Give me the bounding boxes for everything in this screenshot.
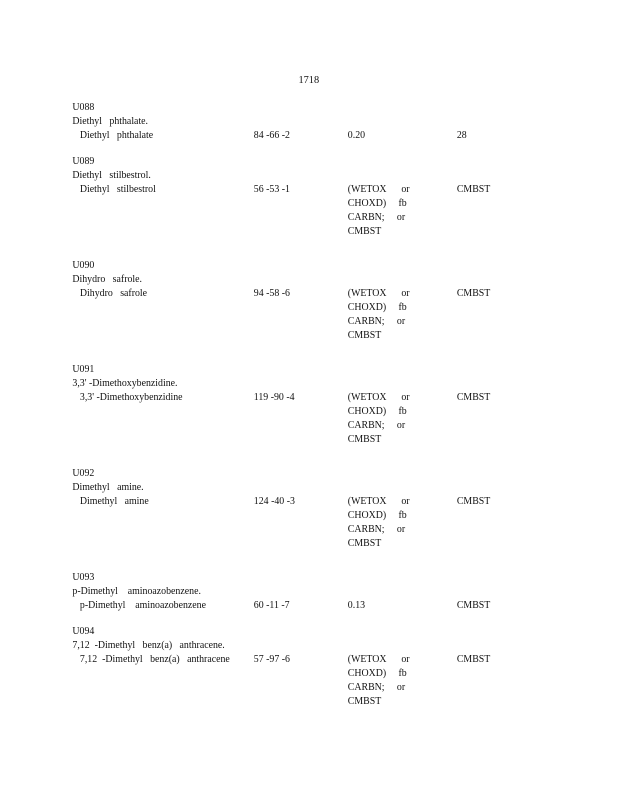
wastewater-standard-line: CHOXD) fb <box>347 198 407 209</box>
waste-title: Dihydro safrole. <box>72 274 143 285</box>
wastewater-standard: 0.13 <box>347 600 366 611</box>
nonwastewater-standard: CMBST <box>456 392 491 403</box>
wastewater-standard: (WETOX or <box>347 392 410 403</box>
wastewater-standard-line: CHOXD) fb <box>347 406 407 417</box>
waste-title: Diethyl phthalate. <box>72 116 149 127</box>
cas-number: 60 -11 -7 <box>253 600 290 611</box>
waste-code: U089 <box>72 156 95 167</box>
constituent-row <box>72 495 491 509</box>
waste-title: Dimethyl amine. <box>72 482 144 493</box>
wastewater-standard-line: CARBN; or <box>347 212 406 223</box>
nonwastewater-standard: CMBST <box>456 288 491 299</box>
constituent-name: 3,3' -Dimethoxybenzidine <box>79 392 183 403</box>
constituent-row <box>72 129 467 143</box>
waste-title: p-Dimethyl aminoazobenzene. <box>72 586 201 597</box>
wastewater-standard-line: CMBST <box>347 696 382 707</box>
waste-title: Diethyl stilbestrol. <box>72 170 151 181</box>
waste-code: U093 <box>72 572 95 583</box>
cas-number: 57 -97 -6 <box>253 654 290 665</box>
wastewater-standard-line: CHOXD) fb <box>347 302 407 313</box>
wastewater-standard: (WETOX or <box>347 654 410 665</box>
constituent-name: Diethyl phthalate <box>79 130 154 141</box>
wastewater-standard: 0.20 <box>347 130 366 141</box>
cas-number: 56 -53 -1 <box>253 184 290 195</box>
wastewater-standard-line: CHOXD) fb <box>347 510 407 521</box>
wastewater-standard: (WETOX or <box>347 496 410 507</box>
page-number: 1718 <box>298 74 320 86</box>
wastewater-standard: (WETOX or <box>347 288 410 299</box>
nonwastewater-standard: CMBST <box>456 654 491 665</box>
waste-title: 7,12 -Dimethyl benz(a) anthracene. <box>72 640 225 651</box>
constituent-name: 7,12 -Dimethyl benz(a) anthracene <box>79 654 230 665</box>
waste-code: U090 <box>72 260 95 271</box>
nonwastewater-standard: CMBST <box>456 496 491 507</box>
constituent-name: p-Dimethyl aminoazobenzene <box>79 600 206 611</box>
nonwastewater-standard: CMBST <box>456 600 491 611</box>
waste-title: 3,3' -Dimethoxybenzidine. <box>72 378 178 389</box>
constituent-row <box>72 287 491 301</box>
wastewater-standard-line: CARBN; or <box>347 524 406 535</box>
wastewater-standard-line: CHOXD) fb <box>347 668 407 679</box>
constituent-row <box>72 653 491 667</box>
wastewater-standard-line: CMBST <box>347 226 382 237</box>
constituent-row <box>72 391 491 405</box>
constituent-name: Diethyl stilbestrol <box>79 184 156 195</box>
constituent-row <box>72 599 491 613</box>
nonwastewater-standard: 28 <box>456 130 467 141</box>
waste-entry <box>72 363 491 447</box>
waste-entry <box>72 155 491 239</box>
waste-code: U091 <box>72 364 95 375</box>
waste-entry <box>72 625 491 709</box>
cas-number: 84 -66 -2 <box>253 130 290 141</box>
waste-code: U092 <box>72 468 95 479</box>
wastewater-standard-line: CARBN; or <box>347 420 406 431</box>
waste-entry <box>72 101 467 143</box>
constituent-name: Dimethyl amine <box>79 496 149 507</box>
waste-code: U094 <box>72 626 95 637</box>
wastewater-standard-line: CMBST <box>347 434 382 445</box>
waste-entry <box>72 467 491 551</box>
constituent-row <box>72 183 491 197</box>
cas-number: 119 -90 -4 <box>253 392 295 403</box>
constituent-name: Dihydro safrole <box>79 288 148 299</box>
cas-number: 94 -58 -6 <box>253 288 290 299</box>
nonwastewater-standard: CMBST <box>456 184 491 195</box>
waste-entry <box>72 571 491 613</box>
wastewater-standard-line: CARBN; or <box>347 316 406 327</box>
wastewater-standard-line: CMBST <box>347 538 382 549</box>
waste-code-list <box>72 101 491 721</box>
waste-entry <box>72 259 491 343</box>
waste-code: U088 <box>72 102 95 113</box>
wastewater-standard-line: CARBN; or <box>347 682 406 693</box>
wastewater-standard-line: CMBST <box>347 330 382 341</box>
cas-number: 124 -40 -3 <box>253 496 295 507</box>
wastewater-standard: (WETOX or <box>347 184 410 195</box>
